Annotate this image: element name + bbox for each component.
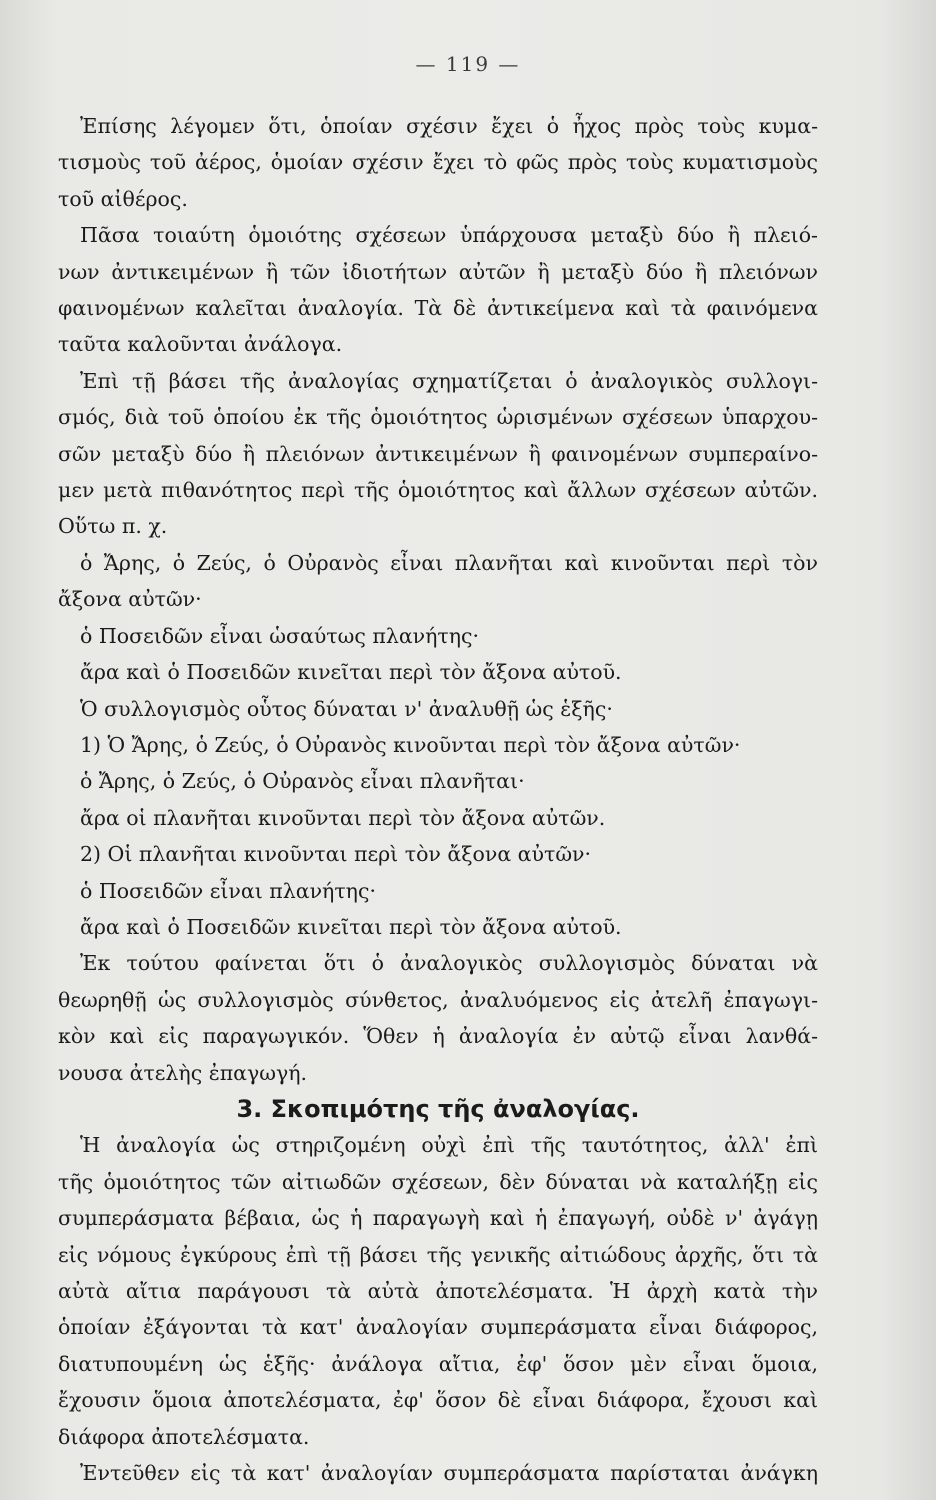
text-line: Ὁ συλλογισμὸς οὗτος δύναται ν' ἀναλυθῇ ὡς ἑξῆς· — [80, 696, 613, 721]
text-line: νων ἀντικειμένων ἢ τῶν ἰδιοτήτων αὐτῶν ἢ μεταξὺ δύο ἢ πλειόνων — [58, 259, 818, 284]
text-line: Ἐκ τούτου φαίνεται ὅτι ὁ ἀναλογικὸς συλλογισμὸς δύναται νὰ — [80, 951, 818, 976]
text-line: εἰς νόμους ἐγκύρους ἐπὶ τῇ βάσει τῆς γενικῆς αἰτιώδους ἀρχῆς, ὅτι τὰ — [58, 1242, 818, 1267]
text-line: ἔχουσιν ὅμοια ἀποτελέσματα, ἐφ' ὅσον δὲ εἶναι διάφορα, ἔχουσι καὶ — [58, 1388, 818, 1413]
page-body — [58, 108, 818, 1491]
text-line: ἄξονα αὐτῶν· — [58, 587, 202, 612]
text-line: φαινομένων καλεῖται ἀναλογία. Τὰ δὲ ἀντικείμενα καὶ τὰ φαινόμενα — [58, 296, 818, 321]
text-line: μεν μετὰ πιθανότητος περὶ τῆς ὁμοιότητος καὶ ἄλλων σχέσεων αὐτῶν. — [58, 478, 818, 503]
text-line: συμπεράσματα βέβαια, ὡς ἡ παραγωγὴ καὶ ἡ ἐπαγωγή, οὐδὲ ν' ἀγάγῃ — [58, 1206, 818, 1231]
text-line: αὐτὰ αἴτια παράγουσι τὰ αὐτὰ ἀποτελέσματα. Ἡ ἀρχὴ κατὰ τὴν — [58, 1279, 818, 1303]
text-line: 2) Οἱ πλανῆται κινοῦνται περὶ τὸν ἄξονα αὐτῶν· — [80, 842, 592, 867]
text-line: διάφορα ἀποτελέσματα. — [58, 1424, 310, 1449]
text-line: θεωρηθῇ ὡς συλλογισμὸς σύνθετος, ἀναλυόμενος εἰς ἀτελῆ ἐπαγωγι- — [58, 987, 818, 1012]
text-line: Ἐπὶ τῇ βάσει τῆς ἀναλογίας σχηματίζεται ὁ ἀναλογικὸς συλλογι- — [80, 368, 818, 393]
text-line: ὁ Ποσειδῶν εἶναι ὡσαύτως πλανήτης· — [80, 623, 480, 648]
text-line: ὁποίαν ἐξάγονται τὰ κατ' ἀναλογίαν συμπεράσματα εἶναι διάφορος, — [58, 1315, 818, 1340]
text-line: Ἐντεῦθεν εἰς τὰ κατ' ἀναλογίαν συμπεράσματα παρίσταται ἀνάγκη — [80, 1461, 818, 1486]
section-heading: 3. Σκοπιμότης τῆς ἀναλογίας. — [236, 1094, 640, 1123]
text-line: τισμοὺς τοῦ ἀέρος, ὁμοίαν σχέσιν ἔχει τὸ φῶς πρὸς τοὺς κυματισμοὺς — [58, 150, 818, 175]
text-line: τοῦ αἰθέρος. — [58, 186, 188, 211]
text-line: Ἐπίσης λέγομεν ὅτι, ὁποίαν σχέσιν ἔχει ὁ ἦχος πρὸς τοὺς κυμα- — [80, 114, 818, 138]
text-line: ἄρα καὶ ὁ Ποσειδῶν κινεῖται περὶ τὸν ἄξονα αὐτοῦ. — [80, 660, 622, 685]
text-line: ἄρα οἱ πλανῆται κινοῦνται περὶ τὸν ἄξονα αὐτῶν. — [80, 805, 606, 830]
text-line: ὁ Ἄρης, ὁ Ζεύς, ὁ Οὐρανὸς εἶναι πλανῆται καὶ κινοῦνται περὶ τὸν — [80, 550, 818, 575]
text-line: νουσα ἀτελὴς ἐπαγωγή. — [58, 1060, 308, 1085]
page-number: — 119 — — [415, 52, 521, 76]
text-line: ὁ Ἄρης, ὁ Ζεύς, ὁ Οὐρανὸς εἶναι πλανῆται· — [80, 769, 525, 794]
text-line: ἄρα καὶ ὁ Ποσειδῶν κινεῖται περὶ τὸν ἄξονα αὐτοῦ. — [80, 914, 622, 939]
text-line: Πᾶσα τοιαύτη ὁμοιότης σχέσεων ὑπάρχουσα μεταξὺ δύο ἢ πλειό- — [80, 223, 818, 248]
text-line: 1) Ὁ Ἄρης, ὁ Ζεύς, ὁ Οὐρανὸς κινοῦνται περὶ τὸν ἄξονα αὐτῶν· — [80, 732, 741, 757]
text-line: Ἡ ἀναλογία ὡς στηριζομένη οὐχὶ ἐπὶ τῆς ταυτότητος, ἀλλ' ἐπὶ — [80, 1133, 818, 1158]
text-line: σῶν μεταξὺ δύο ἢ πλειόνων ἀντικειμένων ἢ φαινομένων συμπεραίνο- — [58, 441, 818, 466]
text-line: σμός, διὰ τοῦ ὁποίου ἐκ τῆς ὁμοιότητος ὡρισμένων σχέσεων ὑπαρχου- — [58, 405, 818, 430]
text-line: ταῦτα καλοῦνται ἀνάλογα. — [58, 332, 343, 357]
text-line: ὁ Ποσειδῶν εἶναι πλανήτης· — [80, 878, 376, 903]
text-line: διατυπουμένη ὡς ἑξῆς· ἀνάλογα αἴτια, ἐφ' ὅσον μὲν εἶναι ὅμοια, — [58, 1351, 818, 1376]
text-line: Οὕτω π. χ. — [58, 514, 168, 539]
text-line: τῆς ὁμοιότητος τῶν αἰτιωδῶν σχέσεων, δὲν δύναται νὰ καταλήξῃ εἰς — [58, 1169, 818, 1194]
text-line: κὸν καὶ εἰς παραγωγικόν. Ὅθεν ἡ ἀναλογία ἐν αὐτῷ εἶναι λανθά- — [58, 1024, 818, 1049]
